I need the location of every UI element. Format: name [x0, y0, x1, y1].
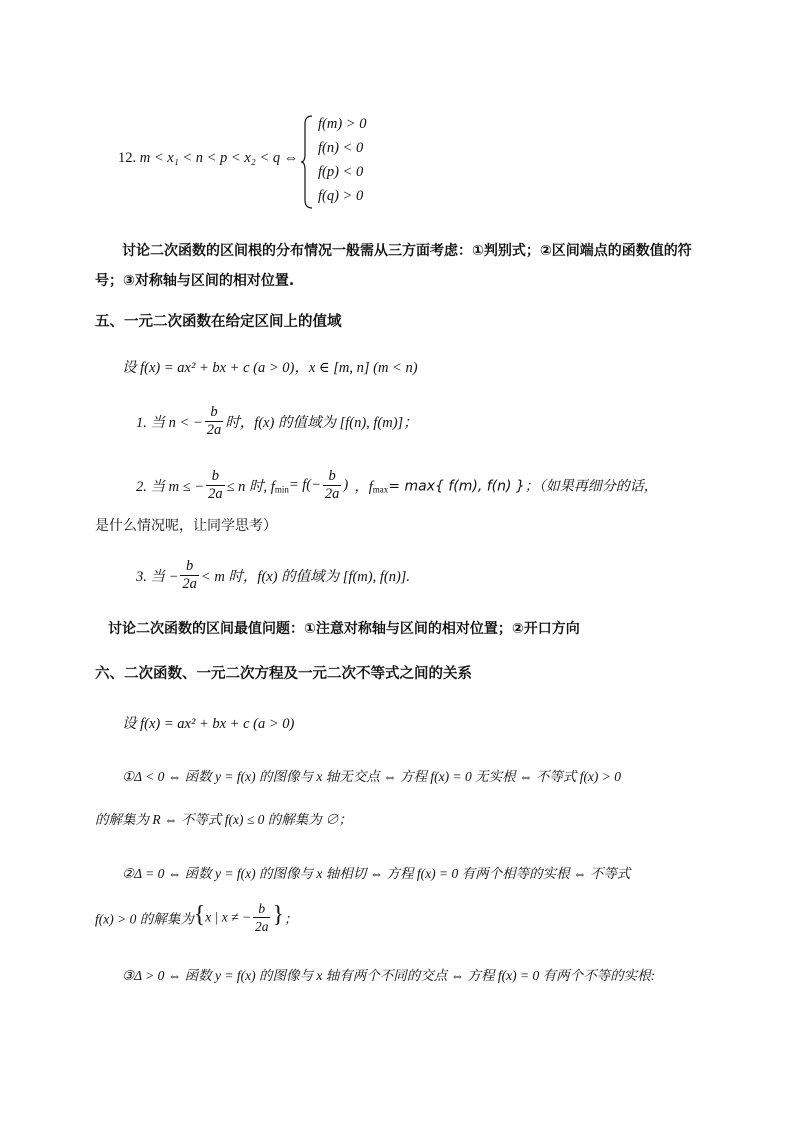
- section5-setup: 设 f(x) = ax² + bx + c (a > 0)，x ∈ [m, n] (m < n): [122, 360, 418, 376]
- case3-suffix: < m 时，f(x) 的值域为 [f(m), f(n)].: [200, 569, 411, 585]
- section5-case2-line2: 是什么情况呢，让同学思考）: [95, 518, 277, 534]
- set-frac-num: b: [253, 900, 271, 918]
- case2-frac1-den: 2a: [208, 486, 223, 502]
- item12-brace: [300, 114, 314, 210]
- set-inner: x | x ≠ −: [205, 909, 251, 925]
- case2-fraction-1: [206, 468, 225, 503]
- case2-solution-suffix: ；: [284, 911, 298, 927]
- section5-case1: [136, 404, 418, 439]
- case1-prefix: 1. 当 n < −: [136, 415, 203, 431]
- section6-heading: 六、二次函数、一元二次方程及一元二次不等式之间的关系: [95, 666, 472, 682]
- section5-case3: [136, 558, 410, 593]
- case3-fraction: [180, 558, 199, 593]
- section6-case2-line2: [95, 900, 298, 935]
- item12-cond-2: f(n) < 0: [318, 140, 364, 156]
- section6-case1-line1: ①Δ < 0 ⇔ 函数 y = f(x) 的图像与 x 轴无交点 ⇔ 方程 f(x) = 0 无实根 ⇔ 不等式 f(x) > 0: [122, 769, 622, 784]
- section6-case1-line2: 的解集为 R ⇔ 不等式 f(x) ≤ 0 的解集为 ∅；: [95, 812, 353, 827]
- case2-max-sub: max: [372, 484, 389, 495]
- section5-heading: 五、一元二次函数在给定区间上的值域: [95, 314, 342, 330]
- case1-frac-num: b: [205, 404, 224, 422]
- case2-max: ，f: [354, 479, 373, 495]
- case1-fraction: [205, 404, 224, 439]
- item12-chain: m < x₁ < n < p < x₂ < q ⇔: [139, 150, 299, 166]
- item12-label: 12.: [118, 150, 137, 166]
- item12-cond-1: f(m) > 0: [318, 116, 367, 132]
- case1-suffix: 时，f(x) 的值域为 [f(n), f(m)]；: [225, 415, 418, 431]
- set-frac-den: 2a: [254, 919, 269, 934]
- case2-frac2-den: 2a: [324, 486, 340, 502]
- case2-solution-prefix: f(x) > 0 的解集为: [95, 911, 194, 927]
- case1-frac-den: 2a: [206, 422, 222, 438]
- case2-min-sub: min: [274, 484, 289, 495]
- section5-case2: [136, 468, 658, 503]
- item12-cond-4: f(q) > 0: [318, 188, 364, 204]
- case3-frac-den: 2a: [182, 576, 197, 592]
- case2-prefix: 2. 当 m ≤ −: [136, 479, 205, 495]
- discussion1-line1: 讨论二次函数的区间根的分布情况一般需从三方面考虑：①判别式；②区间端点的函数值的符: [122, 243, 692, 259]
- item12-lhs: [118, 150, 298, 167]
- set-fraction: [253, 900, 271, 935]
- discussion1-line2: 号；③对称轴与区间的相对位置.: [95, 273, 295, 289]
- case2-frac2-num: b: [323, 468, 342, 486]
- section6-case2-line1: ②Δ = 0 ⇔ 函数 y = f(x) 的图像与 x 轴相切 ⇔ 方程 f(x) = 0 有两个相等的实根 ⇔ 不等式: [122, 866, 631, 881]
- case3-frac-num: b: [180, 558, 199, 576]
- item12-cond-3: f(p) < 0: [318, 164, 364, 180]
- case2-max-rhs: = max{ f(m), f(n) }；（如果再细分的话，: [388, 478, 658, 495]
- set-close-brace: }: [272, 902, 284, 928]
- case2-min-rhs: = f(−: [288, 477, 321, 493]
- section6-setup: 设 f(x) = ax² + bx + c (a > 0): [122, 716, 295, 732]
- case3-prefix: 3. 当 −: [136, 569, 179, 585]
- discussion2: 讨论二次函数的区间最值问题：①注意对称轴与区间的相对位置；②开口方向: [108, 621, 580, 637]
- section6-case3-line1: ③Δ > 0 ⇔ 函数 y = f(x) 的图像与 x 轴有两个不同的交点 ⇔ 方程 f(x) = 0 有两个不等的实根:: [122, 968, 656, 983]
- case2-frac1-num: b: [206, 468, 225, 486]
- case2-fraction-2: [323, 468, 342, 503]
- case2-mid: ≤ n 时, f: [226, 479, 275, 495]
- set-open-brace: {: [193, 902, 206, 928]
- case2-close: ): [343, 477, 349, 493]
